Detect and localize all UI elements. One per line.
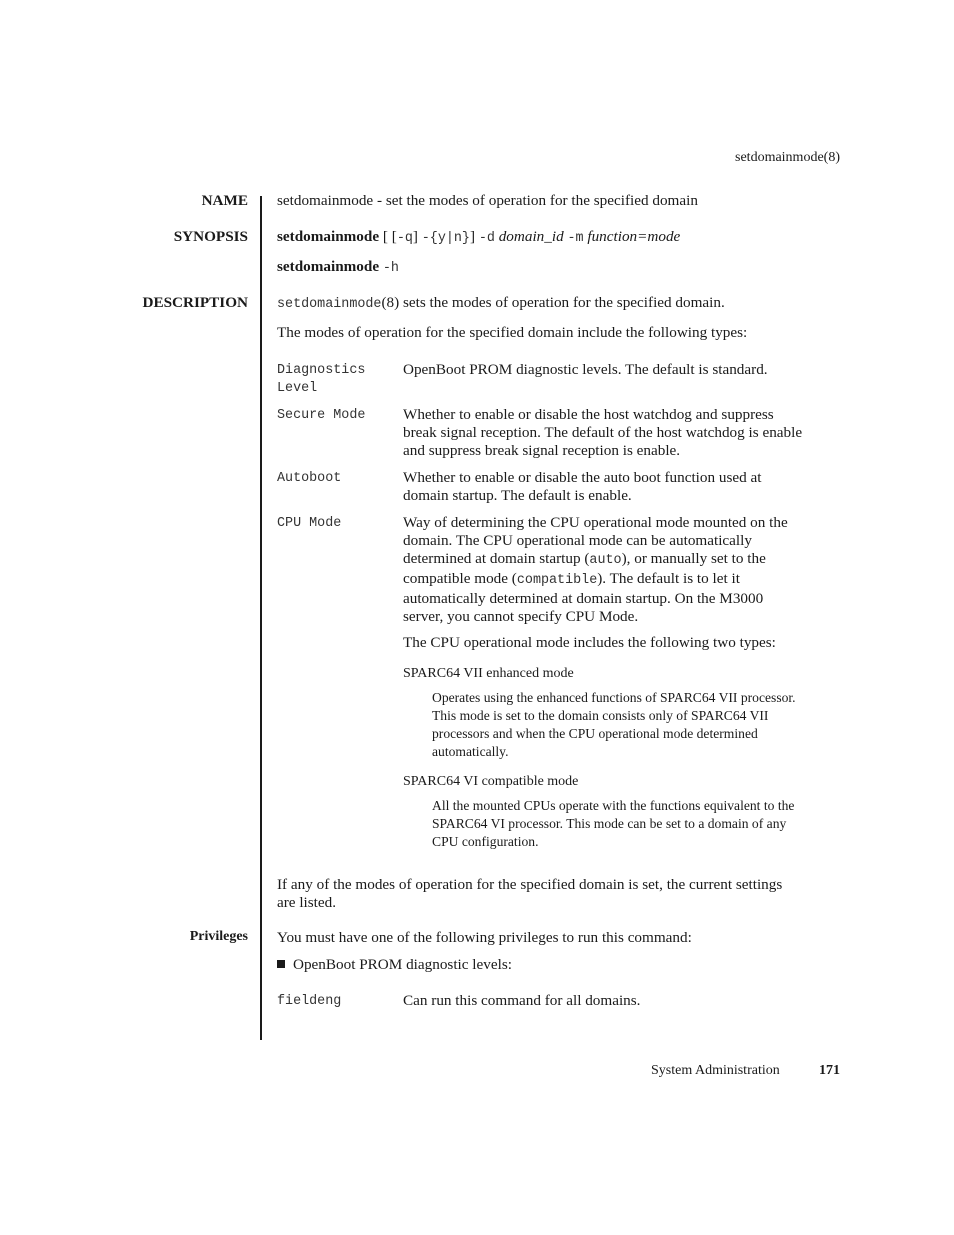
description-types-intro: The modes of operation for the specified domain include the following types: [277, 324, 748, 341]
desc-line: CPU configuration. [432, 834, 539, 849]
cpu-type-name: SPARC64 VII enhanced mode [403, 666, 574, 681]
desc-line: All the mounted CPUs operate with the functions equivalent to the [432, 798, 795, 813]
name-text: setdomainmode - set the modes of operation for the specified domain [277, 192, 698, 209]
desc-text: determined at domain startup ( [403, 550, 590, 567]
option-yn: -{y|n} [421, 231, 470, 246]
option-m: -m [567, 231, 584, 246]
synopsis-bracket: [ [ [379, 228, 397, 245]
footer-section: System Administration [651, 1063, 780, 1078]
term-line: Level [277, 381, 318, 396]
desc-line: Whether to enable or disable the auto boot function used at [403, 469, 762, 486]
page-number: 171 [819, 1063, 840, 1078]
value-compatible: compatible [516, 573, 598, 588]
synopsis-bracket: ] [469, 228, 479, 245]
option-q: -q [396, 231, 413, 246]
description-intro [277, 294, 843, 314]
option-h: -h [382, 261, 399, 276]
cpu-type-desc [432, 797, 844, 851]
desc-line: domain startup. The default is enable. [403, 487, 632, 504]
desc-line: This mode is set to the domain consists only of SPARC64 VII [432, 708, 769, 723]
mode-desc-diagnostics: OpenBoot PROM diagnostic levels. The default is standard. [403, 361, 768, 378]
cpu-type-desc [432, 689, 844, 761]
desc-text: compatible mode ( [403, 570, 517, 587]
arg-function: function=mode [587, 228, 681, 245]
desc-line: server, you cannot specify CPU Mode. [403, 608, 639, 625]
desc-line: processors and when the CPU operational mode determined [432, 726, 758, 741]
desc-text: ), or manually set to the [621, 550, 766, 567]
description-label: DESCRIPTION [142, 294, 248, 311]
value-auto: auto [589, 553, 622, 568]
synopsis-label: SYNOPSIS [173, 228, 248, 245]
synopsis-bracket: ] [412, 228, 422, 245]
mode-desc-secure [403, 406, 843, 460]
privileges-bullet [277, 956, 843, 974]
mode-desc-autoboot [403, 469, 843, 505]
description-intro-text: (8) sets the modes of operation for the specified domain. [381, 294, 725, 311]
synopsis-line-1 [277, 228, 843, 248]
privilege-term: fieldeng [277, 994, 342, 1009]
mode-term-secure: Secure Mode [277, 408, 366, 423]
desc-line: Operates using the enhanced functions of SPARC64 VII processor. [432, 690, 796, 705]
desc-line: automatically determined at domain startup. On the M3000 [403, 590, 764, 607]
mode-term-diagnostics [277, 362, 397, 398]
synopsis-command: setdomainmode [277, 258, 380, 275]
description-listed [277, 876, 843, 912]
desc-line [403, 550, 843, 570]
desc-line: automatically. [432, 744, 509, 759]
desc-text: ). The default is to let it [597, 570, 740, 587]
arg-domain-id: domain_id [498, 228, 564, 245]
privilege-desc: Can run this command for all domains. [403, 992, 641, 1009]
desc-line: and suppress break signal reception is enable. [403, 442, 681, 459]
option-d: -d [478, 231, 495, 246]
desc-line: Way of determining the CPU operational mode mounted on the [403, 514, 788, 531]
bullet-text: OpenBoot PROM diagnostic levels: [293, 956, 512, 973]
cpu-type-name: SPARC64 VI compatible mode [403, 774, 579, 789]
bullet-icon [277, 960, 285, 968]
running-header: setdomainmode(8) [735, 150, 840, 165]
command-ref: setdomainmode [277, 297, 382, 312]
term-line: Diagnostics [277, 363, 366, 378]
desc-line [403, 570, 843, 590]
synopsis-line-2 [277, 258, 843, 278]
privileges-intro: You must have one of the following privileges to run this command: [277, 929, 692, 946]
mode-term-autoboot: Autoboot [277, 471, 342, 486]
privileges-label: Privileges [189, 929, 248, 944]
desc-line: SPARC64 VI processor. This mode can be set to a domain of any [432, 816, 787, 831]
section-rule [260, 196, 262, 1040]
cpu-types-intro: The CPU operational mode includes the following two types: [403, 634, 776, 651]
desc-line: are listed. [277, 894, 337, 911]
desc-line: If any of the modes of operation for the specified domain is set, the current settings [277, 876, 783, 893]
desc-line: Whether to enable or disable the host watchdog and suppress [403, 406, 774, 423]
desc-line: break signal reception. The default of the host watchdog is enable [403, 424, 803, 441]
mode-term-cpu: CPU Mode [277, 516, 342, 531]
name-label: NAME [201, 192, 248, 209]
synopsis-command: setdomainmode [277, 228, 380, 245]
desc-line: domain. The CPU operational mode can be automatically [403, 532, 752, 549]
mode-desc-cpu [403, 514, 843, 626]
